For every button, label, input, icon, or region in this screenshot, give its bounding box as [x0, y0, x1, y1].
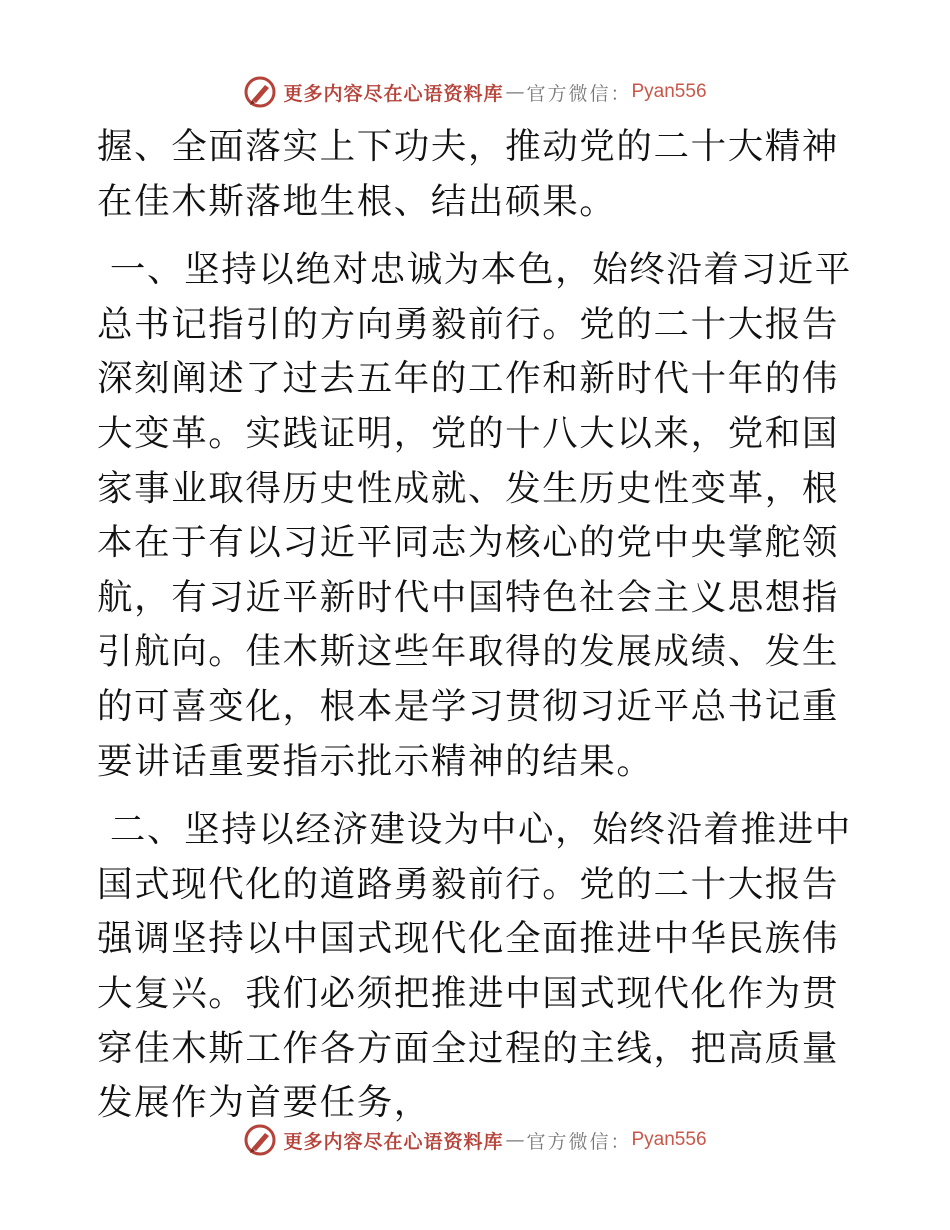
- paragraph-section-one: 一、坚持以绝对忠诚为本色，始终沿着习近平总书记指引的方向勇毅前行。党的二十大报告深刻阐述了过去五年的工作和新时代十年的伟大变革。实践证明，党的十八大以来，党和国家事业取得历史性成就、发生历史性变革，根本在于有以习近平同志为核心的党中央掌舵领航，有习近平新时代中国特色社会主义思想指引航向。佳木斯这些年取得的发展成绩、发生的可喜变化，根本是学习贯彻习近平总书记重要讲话重要指示批示精神的结果。: [97, 249, 852, 782]
- banner-separator: —: [505, 81, 525, 103]
- document-body: [97, 120, 857, 1131]
- banner-separator: —: [505, 1129, 525, 1151]
- pen-logo-icon: [243, 75, 277, 109]
- footer-banner: [0, 1120, 950, 1160]
- header-banner: [0, 72, 950, 112]
- banner-wechat-handle: Pyan556: [631, 1129, 707, 1150]
- banner-wechat-label: 官方微信：: [526, 1130, 632, 1153]
- banner-wechat-handle: Pyan556: [631, 81, 707, 102]
- paragraph-continuation: 握、全面落实上下功夫，推动党的二十大精神在佳木斯落地生根、结出硕果。: [97, 126, 840, 222]
- paragraph-section-two: 二、坚持以经济建设为中心，始终沿着推进中国式现代化的道路勇毅前行。党的二十大报告强调坚持以中国式现代化全面推进中华民族伟大复兴。我们必须把推进中国式现代化作为贯穿佳木斯工作各方面全过程的主线，把高质量发展作为首要任务，: [97, 809, 852, 1124]
- banner-brand-text: 更多内容尽在心语资料库: [283, 1130, 504, 1153]
- banner-wechat-label: 官方微信：: [526, 82, 632, 105]
- banner-brand-text: 更多内容尽在心语资料库: [283, 82, 504, 105]
- pen-logo-icon: [243, 1123, 277, 1157]
